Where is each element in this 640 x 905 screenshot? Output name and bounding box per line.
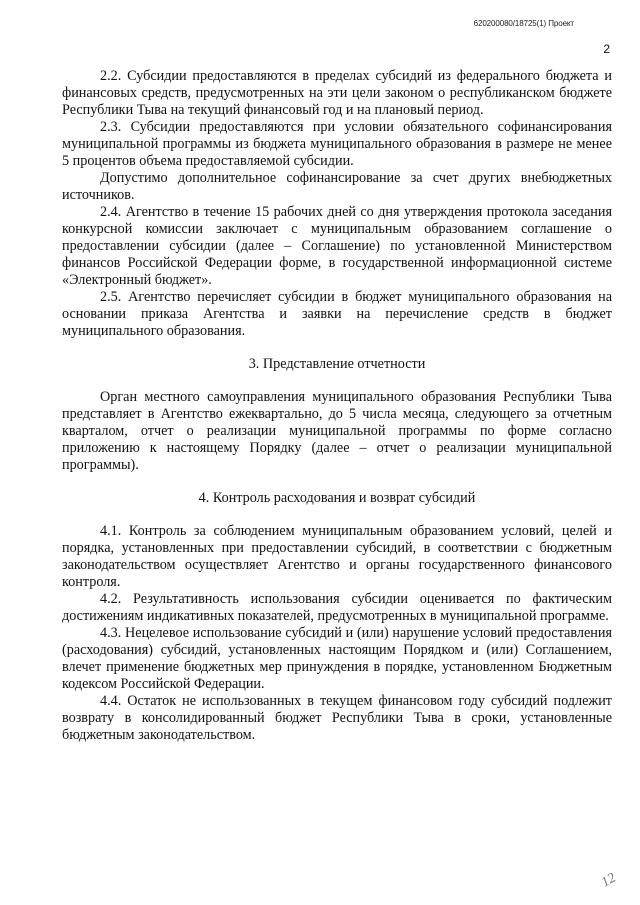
page-number: 2 <box>603 42 610 56</box>
paragraph-3: Орган местного самоуправления муниципального образования Республики Тыва представляет в Агентство ежеквартально, до 5 числа месяца, следующего за отчетным кварталом, отчет о реализации муниципальной программы по форме согласно приложению к настоящему Порядку (далее – отчет о реализации муниципальной программы). <box>62 389 612 473</box>
handwritten-page-mark: 12 <box>598 870 619 891</box>
paragraph-cofinancing: Допустимо дополнительное софинансирование за счет других внебюджетных источников. <box>62 170 612 203</box>
paragraph-4-2: 4.2. Результативность использования субсидии оценивается по фактическим достижениям индикативных показателей, предусмотренных в муниципальной программе. <box>62 591 612 624</box>
paragraph-2-3: 2.3. Субсидии предоставляются при условии обязательного софинансирования муниципальной программы из бюджета муниципального образования в размере не менее 5 процентов объема предоставляемой субсидии. <box>62 119 612 169</box>
document-code-stamp: 620200080/18725(1) Проект <box>473 19 574 28</box>
paragraph-2-4: 2.4. Агентство в течение 15 рабочих дней со дня утверждения протокола заседания конкурсной комиссии заключает с муниципальным образованием соглашение о предоставлении субсидии (далее – Соглашение) по установленной Министерством финансов Российской Федерации форме, в государственной информационной системе «Электронный бюджет». <box>62 204 612 288</box>
paragraph-2-2: 2.2. Субсидии предоставляются в пределах субсидий из федерального бюджета и финансовых средств, предусмотренных на эти цели законом о республиканском бюджете Республики Тыва на текущий финансовый год и на плановый период. <box>62 68 612 118</box>
section-4-heading: 4. Контроль расходования и возврат субсидий <box>198 490 476 506</box>
paragraph-4-3: 4.3. Нецелевое использование субсидий и (или) нарушение условий предоставления (расходования) субсидий, установленных настоящим Порядком и (или) Соглашением, влечет применение бюджетных мер принуждения в порядке, установленном Бюджетным кодексом Российской Федерации. <box>62 625 612 692</box>
paragraph-4-1: 4.1. Контроль за соблюдением муниципальным образованием условий, целей и порядка, установленных при предоставлении субсидий, в соответствии с бюджетным законодательством осуществляет Агентство и органы государственного финансового контроля. <box>62 523 612 590</box>
document-body <box>62 68 612 744</box>
paragraph-4-4: 4.4. Остаток не использованных в текущем финансовом году субсидий подлежит возврату в консолидированный бюджет Республики Тыва в сроки, установленные бюджетным законодательством. <box>62 693 612 743</box>
paragraph-2-5: 2.5. Агентство перечисляет субсидии в бюджет муниципального образования на основании приказа Агентства и заявки на перечисление средств в бюджет муниципального образования. <box>62 289 612 339</box>
section-3-heading: 3. Представление отчетности <box>248 356 426 372</box>
